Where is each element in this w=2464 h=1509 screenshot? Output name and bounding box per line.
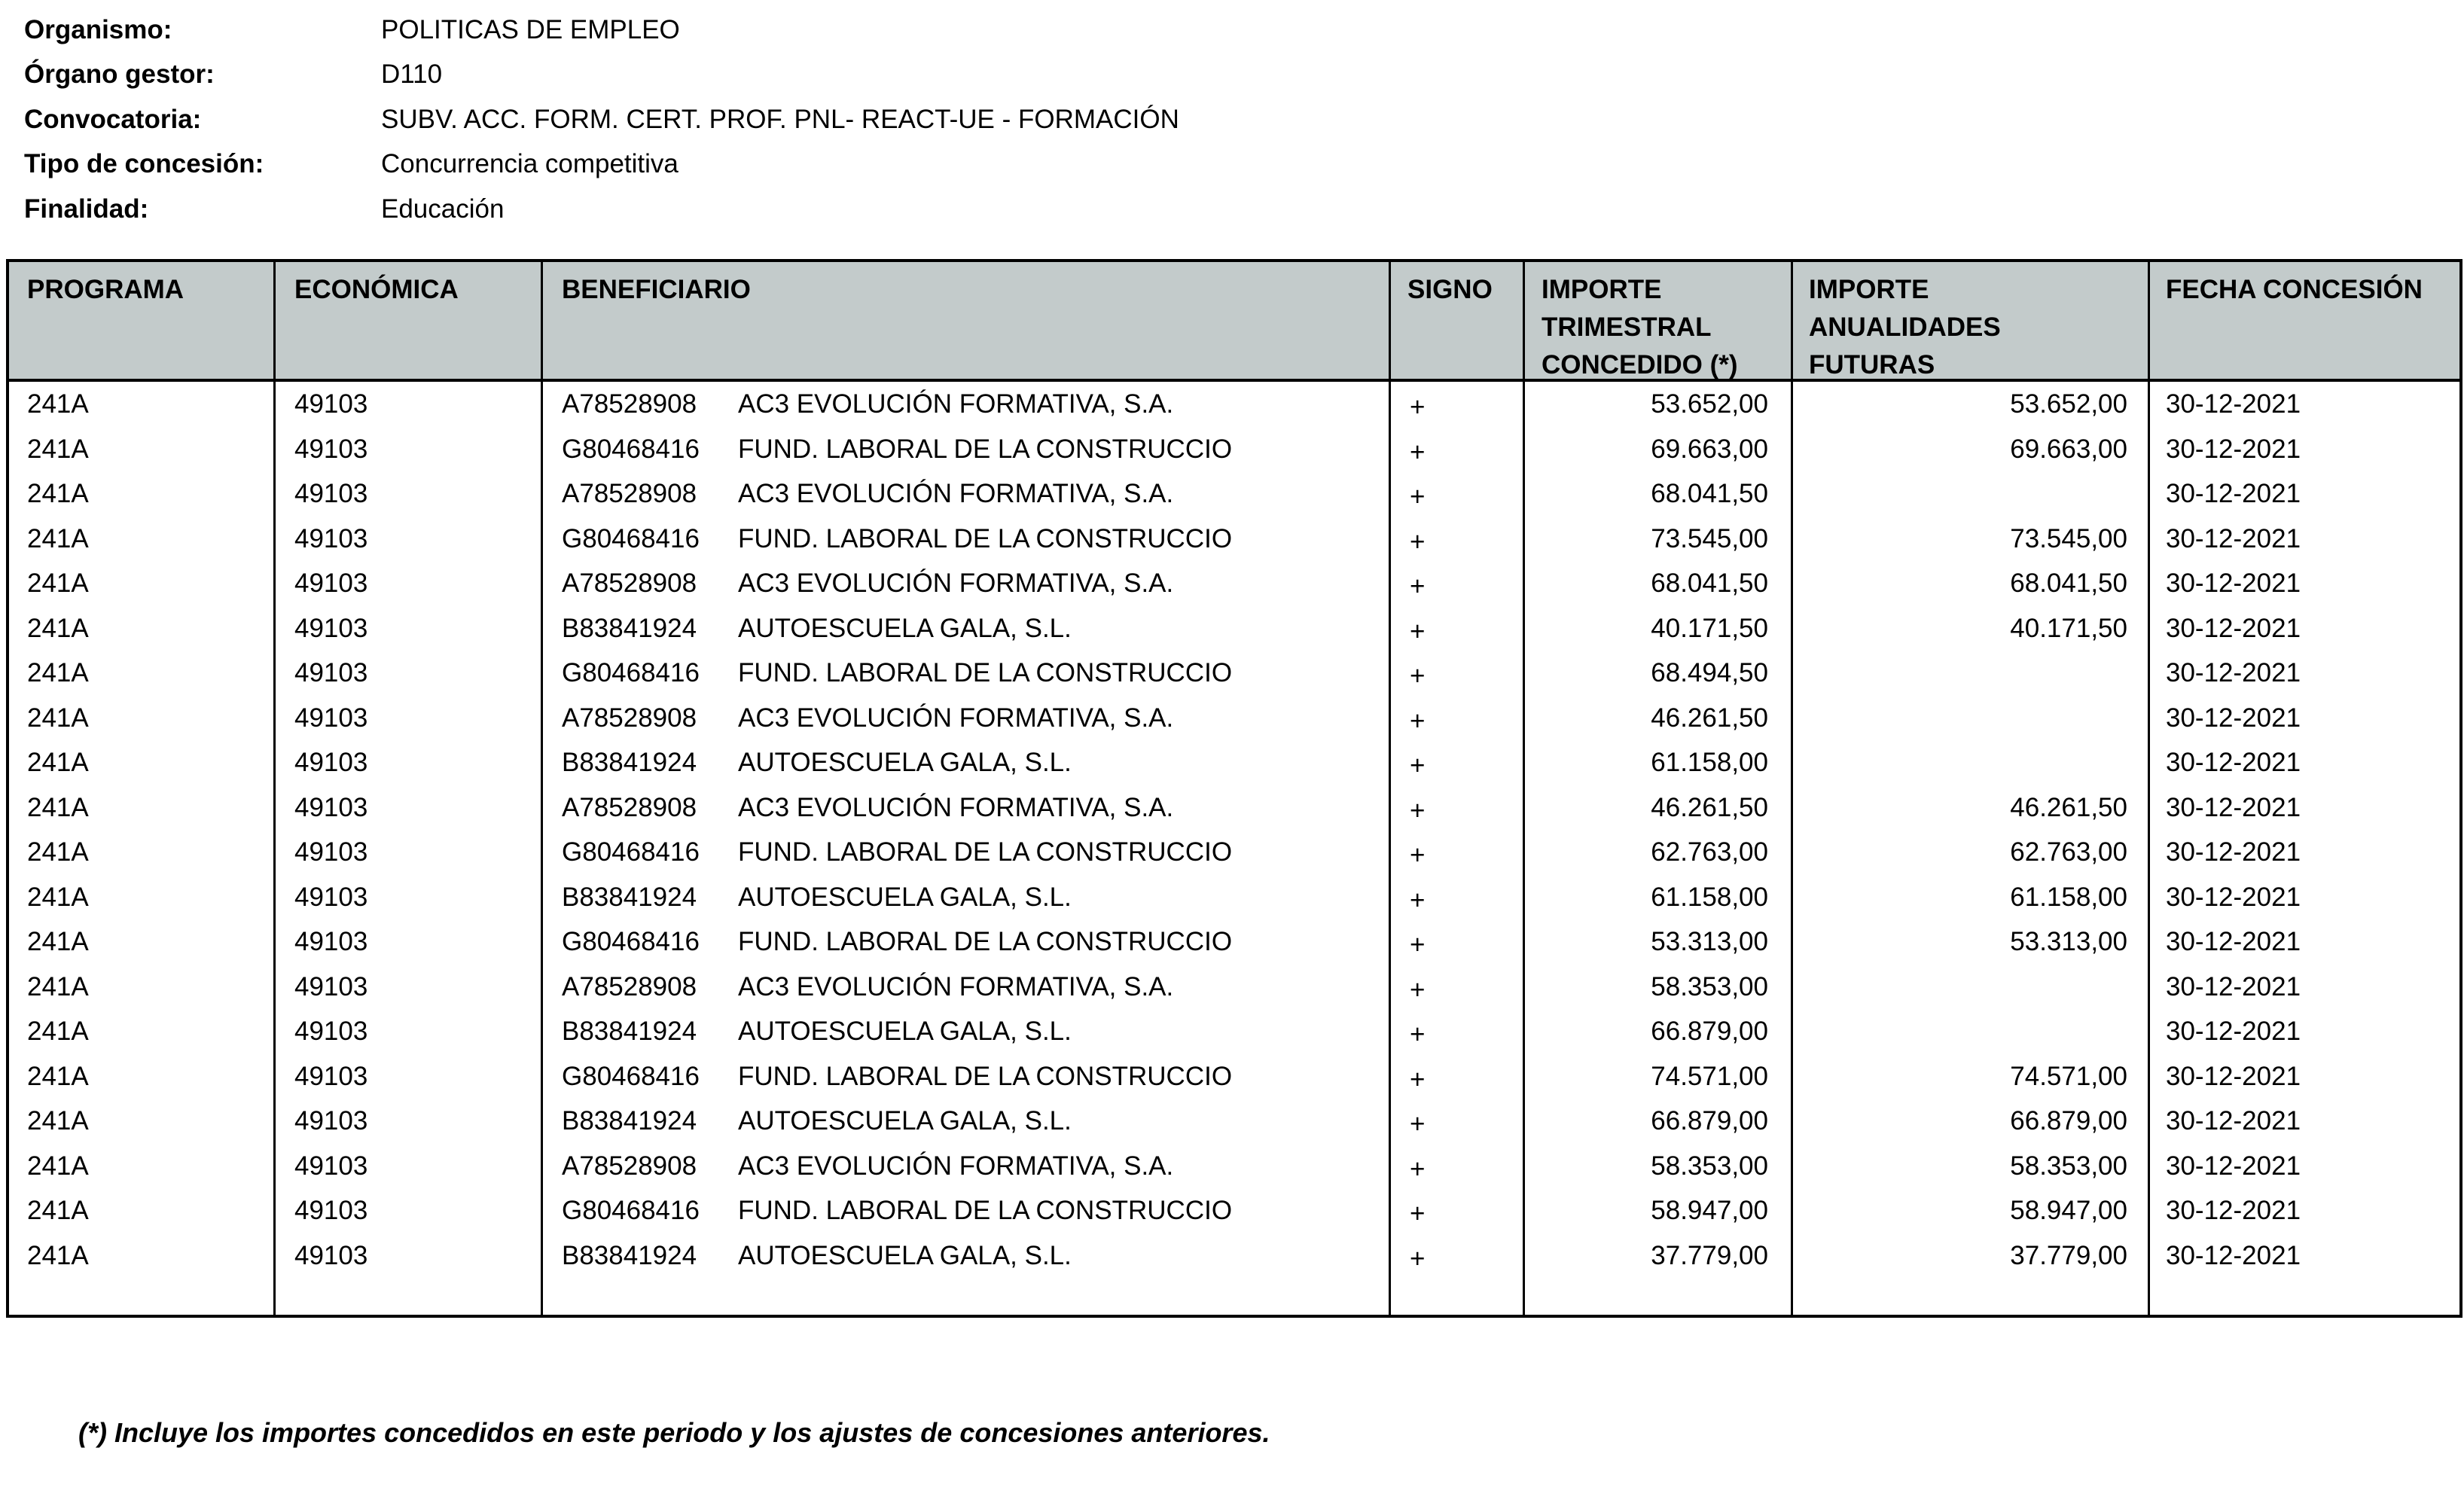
cell-fecha-concesion: 30-12-2021 [2166,971,2301,1001]
cell-nif: B83841924 [562,1240,697,1270]
cell-signo: + [1410,1109,1426,1139]
table-row [9,830,2459,875]
cell-importe-anualidades: 73.545,00 [2010,523,2127,553]
cell-nif: A78528908 [562,703,697,733]
table-row [9,382,2459,427]
meta-label: Convocatoria: [24,104,202,134]
cell-beneficiario-nombre: FUND. LABORAL DE LA CONSTRUCCIO [738,658,1233,687]
cell-economica: 49103 [294,613,368,643]
cell-beneficiario-nombre: AUTOESCUELA GALA, S.L. [738,613,1072,643]
cell-programa: 241A [27,703,89,733]
cell-programa: 241A [27,1061,89,1091]
meta-value: Educación [381,194,505,224]
header-importe-anualidades: IMPORTE ANUALIDADES FUTURAS [1809,275,2001,380]
cell-beneficiario-nombre: FUND. LABORAL DE LA CONSTRUCCIO [738,927,1233,956]
cell-programa: 241A [27,1196,89,1225]
cell-fecha-concesion: 30-12-2021 [2166,1240,2301,1270]
cell-importe-anualidades: 37.779,00 [2010,1240,2127,1270]
meta-organo-gestor [24,53,1455,98]
grant-metadata [24,8,1455,232]
cell-economica: 49103 [294,1017,368,1046]
cell-nif: A78528908 [562,389,697,419]
cell-nif: B83841924 [562,882,697,912]
cell-fecha-concesion: 30-12-2021 [2166,1151,2301,1181]
cell-economica: 49103 [294,1151,368,1181]
cell-importe-trimestral: 68.494,50 [1651,658,1768,687]
header-beneficiario: BENEFICIARIO [562,275,751,304]
cell-importe-anualidades: 62.763,00 [2010,837,2127,867]
cell-beneficiario-nombre: AC3 EVOLUCIÓN FORMATIVA, S.A. [738,569,1174,598]
cell-importe-anualidades: 74.571,00 [2010,1061,2127,1091]
cell-nif: A78528908 [562,971,697,1001]
header-importe-trimestral: IMPORTE TRIMESTRAL CONCEDIDO (*) [1542,275,1738,380]
cell-beneficiario-nombre: AC3 EVOLUCIÓN FORMATIVA, S.A. [738,971,1174,1001]
cell-nif: B83841924 [562,613,697,643]
cell-fecha-concesion: 30-12-2021 [2166,792,2301,822]
cell-nif: G80468416 [562,1196,700,1225]
cell-nif: A78528908 [562,792,697,822]
meta-value: Concurrencia competitiva [381,149,679,179]
cell-fecha-concesion: 30-12-2021 [2166,613,2301,643]
cell-importe-trimestral: 73.545,00 [1651,523,1768,553]
cell-beneficiario-nombre: FUND. LABORAL DE LA CONSTRUCCIO [738,1061,1233,1091]
cell-nif: G80468416 [562,927,700,956]
cell-importe-trimestral: 53.652,00 [1651,389,1768,419]
cell-fecha-concesion: 30-12-2021 [2166,1061,2301,1091]
cell-programa: 241A [27,479,89,508]
cell-signo: + [1410,1064,1426,1094]
cell-signo: + [1410,616,1426,646]
cell-signo: + [1410,795,1426,825]
table-row [9,1009,2459,1054]
cell-beneficiario-nombre: AC3 EVOLUCIÓN FORMATIVA, S.A. [738,1151,1174,1181]
cell-beneficiario-nombre: FUND. LABORAL DE LA CONSTRUCCIO [738,523,1233,553]
cell-economica: 49103 [294,658,368,687]
cell-importe-anualidades: 46.261,50 [2010,792,2127,822]
cell-signo: + [1410,572,1426,601]
cell-beneficiario-nombre: FUND. LABORAL DE LA CONSTRUCCIO [738,837,1233,867]
header-fecha-concesion: FECHA CONCESIÓN [2166,275,2423,304]
footnote: (*) Incluye los importes concedidos en este periodo y los ajustes de concesiones anteriores. [78,1417,1270,1448]
cell-beneficiario-nombre: AC3 EVOLUCIÓN FORMATIVA, S.A. [738,792,1174,822]
cell-importe-trimestral: 66.879,00 [1651,1106,1768,1136]
cell-nif: G80468416 [562,434,700,464]
cell-fecha-concesion: 30-12-2021 [2166,927,2301,956]
cell-fecha-concesion: 30-12-2021 [2166,1106,2301,1136]
table-row [9,651,2459,696]
cell-nif: A78528908 [562,1151,697,1181]
cell-signo: + [1410,1154,1426,1184]
cell-fecha-concesion: 30-12-2021 [2166,882,2301,912]
cell-signo: + [1410,1199,1426,1228]
cell-economica: 49103 [294,1196,368,1225]
cell-programa: 241A [27,434,89,464]
cell-economica: 49103 [294,1240,368,1270]
table-row [9,696,2459,741]
table-row [9,1099,2459,1144]
cell-importe-trimestral: 68.041,50 [1651,479,1768,508]
table-row [9,919,2459,965]
cell-importe-trimestral: 68.041,50 [1651,569,1768,598]
table-row [9,517,2459,562]
cell-signo: + [1410,706,1426,736]
cell-economica: 49103 [294,389,368,419]
cell-importe-anualidades: 40.171,50 [2010,613,2127,643]
cell-nif: B83841924 [562,1106,697,1136]
meta-value: D110 [381,59,443,90]
cell-importe-anualidades: 61.158,00 [2010,882,2127,912]
cell-economica: 49103 [294,927,368,956]
meta-value: POLITICAS DE EMPLEO [381,14,680,44]
cell-economica: 49103 [294,748,368,777]
header-signo: SIGNO [1407,275,1493,304]
cell-programa: 241A [27,389,89,419]
cell-programa: 241A [27,523,89,553]
cell-signo: + [1410,974,1426,1004]
cell-beneficiario-nombre: FUND. LABORAL DE LA CONSTRUCCIO [738,1196,1233,1225]
cell-importe-trimestral: 40.171,50 [1651,613,1768,643]
cell-signo: + [1410,885,1426,915]
meta-tipo-concesion [24,142,1455,187]
cell-beneficiario-nombre: AC3 EVOLUCIÓN FORMATIVA, S.A. [738,703,1174,733]
cell-importe-anualidades: 53.313,00 [2010,927,2127,956]
cell-economica: 49103 [294,971,368,1001]
cell-beneficiario-nombre: AUTOESCUELA GALA, S.L. [738,748,1072,777]
cell-nif: A78528908 [562,569,697,598]
cell-importe-trimestral: 61.158,00 [1651,882,1768,912]
cell-importe-anualidades: 58.353,00 [2010,1151,2127,1181]
cell-programa: 241A [27,748,89,777]
cell-fecha-concesion: 30-12-2021 [2166,389,2301,419]
cell-beneficiario-nombre: AC3 EVOLUCIÓN FORMATIVA, S.A. [738,479,1174,508]
cell-economica: 49103 [294,434,368,464]
cell-importe-anualidades: 68.041,50 [2010,569,2127,598]
cell-nif: G80468416 [562,1061,700,1091]
cell-programa: 241A [27,792,89,822]
cell-importe-trimestral: 58.353,00 [1651,1151,1768,1181]
cell-programa: 241A [27,658,89,687]
table-row [9,875,2459,920]
cell-beneficiario-nombre: AUTOESCUELA GALA, S.L. [738,882,1072,912]
meta-organismo [24,8,1455,53]
cell-fecha-concesion: 30-12-2021 [2166,479,2301,508]
cell-programa: 241A [27,1151,89,1181]
cell-nif: G80468416 [562,837,700,867]
cell-importe-trimestral: 37.779,00 [1651,1240,1768,1270]
meta-convocatoria [24,97,1455,142]
cell-fecha-concesion: 30-12-2021 [2166,748,2301,777]
cell-nif: B83841924 [562,1017,697,1046]
cell-beneficiario-nombre: AUTOESCUELA GALA, S.L. [738,1106,1072,1136]
cell-nif: G80468416 [562,658,700,687]
cell-programa: 241A [27,971,89,1001]
cell-programa: 241A [27,927,89,956]
cell-signo: + [1410,1243,1426,1273]
cell-fecha-concesion: 30-12-2021 [2166,658,2301,687]
cell-programa: 241A [27,1106,89,1136]
table-header [9,262,2459,382]
cell-importe-trimestral: 46.261,50 [1651,703,1768,733]
cell-programa: 241A [27,1240,89,1270]
table-body [9,382,2459,1278]
cell-signo: + [1410,840,1426,870]
cell-fecha-concesion: 30-12-2021 [2166,703,2301,733]
cell-importe-trimestral: 74.571,00 [1651,1061,1768,1091]
cell-signo: + [1410,751,1426,780]
cell-beneficiario-nombre: AUTOESCUELA GALA, S.L. [738,1017,1072,1046]
cell-importe-trimestral: 66.879,00 [1651,1017,1768,1046]
meta-label: Finalidad: [24,194,149,224]
cell-nif: A78528908 [562,479,697,508]
cell-economica: 49103 [294,1106,368,1136]
table-row [9,1144,2459,1189]
cell-signo: + [1410,392,1426,422]
cell-economica: 49103 [294,479,368,508]
meta-label: Órgano gestor: [24,59,215,90]
cell-fecha-concesion: 30-12-2021 [2166,569,2301,598]
cell-signo: + [1410,661,1426,690]
cell-programa: 241A [27,882,89,912]
cell-fecha-concesion: 30-12-2021 [2166,523,2301,553]
cell-beneficiario-nombre: AUTOESCUELA GALA, S.L. [738,1240,1072,1270]
header-programa: PROGRAMA [27,275,184,304]
table-row [9,1233,2459,1279]
table-row [9,427,2459,472]
cell-economica: 49103 [294,1061,368,1091]
meta-value: SUBV. ACC. FORM. CERT. PROF. PNL- REACT-UE - FORMACIÓN [381,104,1179,134]
cell-signo: + [1410,526,1426,556]
cell-programa: 241A [27,613,89,643]
cell-economica: 49103 [294,837,368,867]
cell-signo: + [1410,930,1426,959]
table-row [9,1188,2459,1233]
cell-importe-anualidades: 58.947,00 [2010,1196,2127,1225]
cell-importe-trimestral: 58.353,00 [1651,971,1768,1001]
cell-signo: + [1410,437,1426,467]
header-economica: ECONÓMICA [294,275,459,304]
table-row [9,471,2459,517]
cell-fecha-concesion: 30-12-2021 [2166,837,2301,867]
table-row [9,606,2459,651]
cell-nif: B83841924 [562,748,697,777]
cell-economica: 49103 [294,882,368,912]
cell-beneficiario-nombre: FUND. LABORAL DE LA CONSTRUCCIO [738,434,1233,464]
cell-fecha-concesion: 30-12-2021 [2166,1196,2301,1225]
cell-importe-trimestral: 53.313,00 [1651,927,1768,956]
cell-signo: + [1410,482,1426,511]
cell-economica: 49103 [294,569,368,598]
meta-label: Organismo: [24,14,172,44]
cell-programa: 241A [27,569,89,598]
cell-fecha-concesion: 30-12-2021 [2166,434,2301,464]
cell-economica: 49103 [294,523,368,553]
table-row [9,561,2459,606]
cell-importe-anualidades: 53.652,00 [2010,389,2127,419]
cell-importe-anualidades: 69.663,00 [2010,434,2127,464]
cell-economica: 49103 [294,703,368,733]
cell-importe-trimestral: 61.158,00 [1651,748,1768,777]
meta-label: Tipo de concesión: [24,149,264,179]
grants-table [6,259,2462,1318]
cell-economica: 49103 [294,792,368,822]
cell-signo: + [1410,1020,1426,1049]
cell-programa: 241A [27,1017,89,1046]
table-row [9,965,2459,1010]
cell-importe-trimestral: 62.763,00 [1651,837,1768,867]
table-row [9,740,2459,785]
cell-fecha-concesion: 30-12-2021 [2166,1017,2301,1046]
cell-beneficiario-nombre: AC3 EVOLUCIÓN FORMATIVA, S.A. [738,389,1174,419]
table-row [9,785,2459,831]
cell-nif: G80468416 [562,523,700,553]
cell-importe-trimestral: 58.947,00 [1651,1196,1768,1225]
cell-importe-anualidades: 66.879,00 [2010,1106,2127,1136]
meta-finalidad [24,187,1455,232]
cell-importe-trimestral: 69.663,00 [1651,434,1768,464]
cell-programa: 241A [27,837,89,867]
table-row [9,1054,2459,1099]
cell-importe-trimestral: 46.261,50 [1651,792,1768,822]
